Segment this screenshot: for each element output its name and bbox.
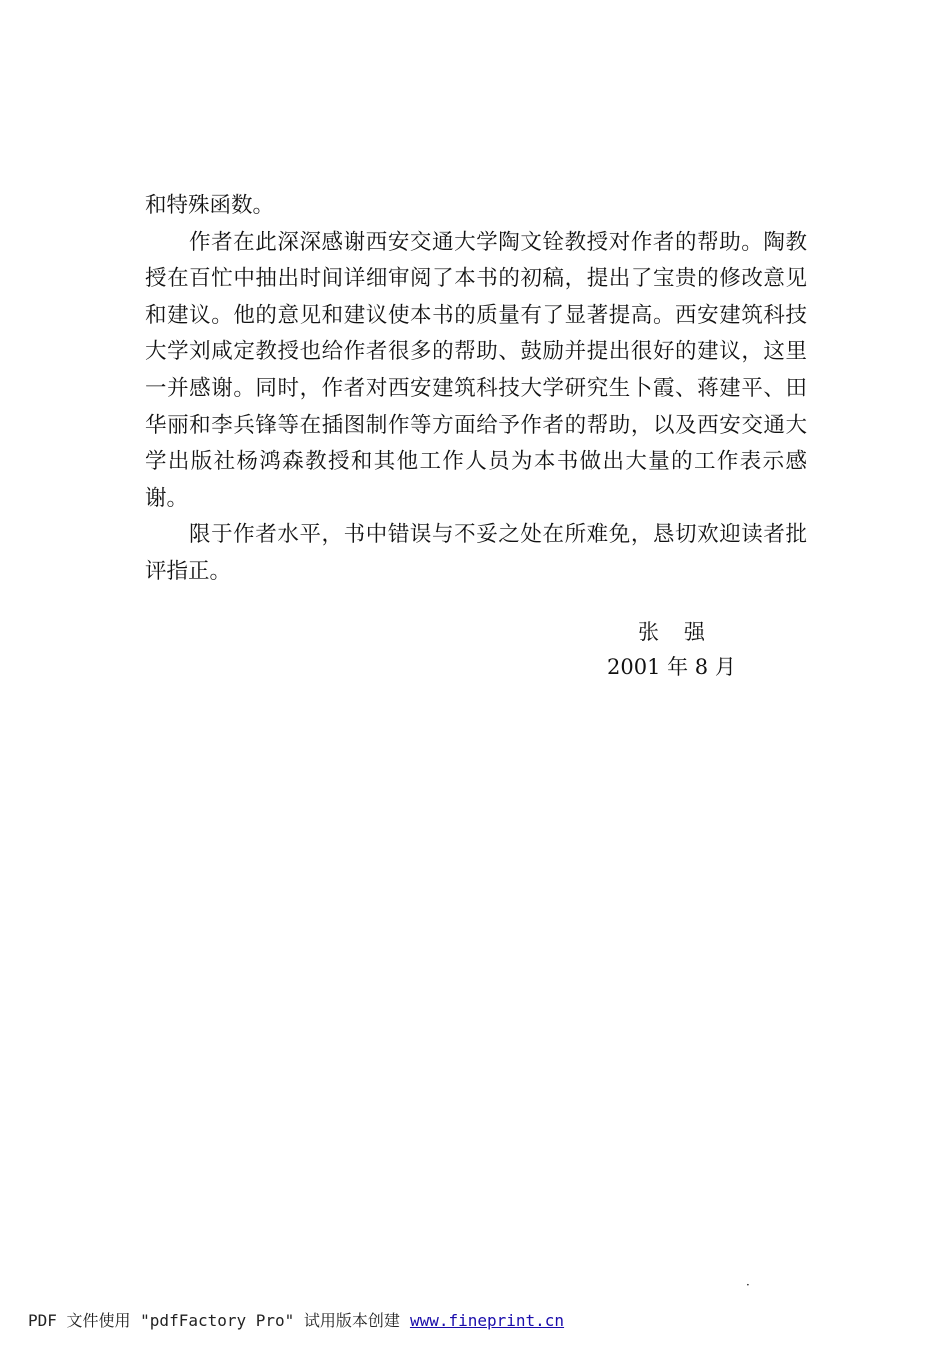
signature-date: 2001 年 8 月 [607,655,736,679]
footer-text: PDF 文件使用 "pdfFactory Pro" 试用版本创建 [28,1311,400,1330]
main-text [145,188,807,591]
pdf-footer [28,1310,564,1332]
paragraph-disclaimer: 限于作者水平，书中错误与不妥之处在所难免，恳切欢迎读者批评指正。 [145,522,807,584]
paragraph-continuation: 和特殊函数。 [145,193,275,218]
footer-link[interactable]: www.fineprint.cn [409,1311,565,1330]
author-name: 张强 [638,620,730,644]
page-marker: · [746,1278,750,1292]
paragraph-acknowledgements: 作者在此深深感谢西安交通大学陶文铨教授对作者的帮助。陶教授在百忙中抽出时间详细审阅了本书的初稿，提出了宝贵的修改意见和建议。他的意见和建议使本书的质量有了显著提高。西安建筑科技大学刘咸定教授也给作者很多的帮助、鼓励并提出很好的建议，这里一并感谢。同时，作者对西安建筑科技大学研究生卜霞、蒋建平、田华丽和李兵锋等在插图制作等方面给予作者的帮助，以及西安交通大学出版社杨鸿森教授和其他工作人员为本书做出大量的工作表示感谢。 [145,229,807,511]
